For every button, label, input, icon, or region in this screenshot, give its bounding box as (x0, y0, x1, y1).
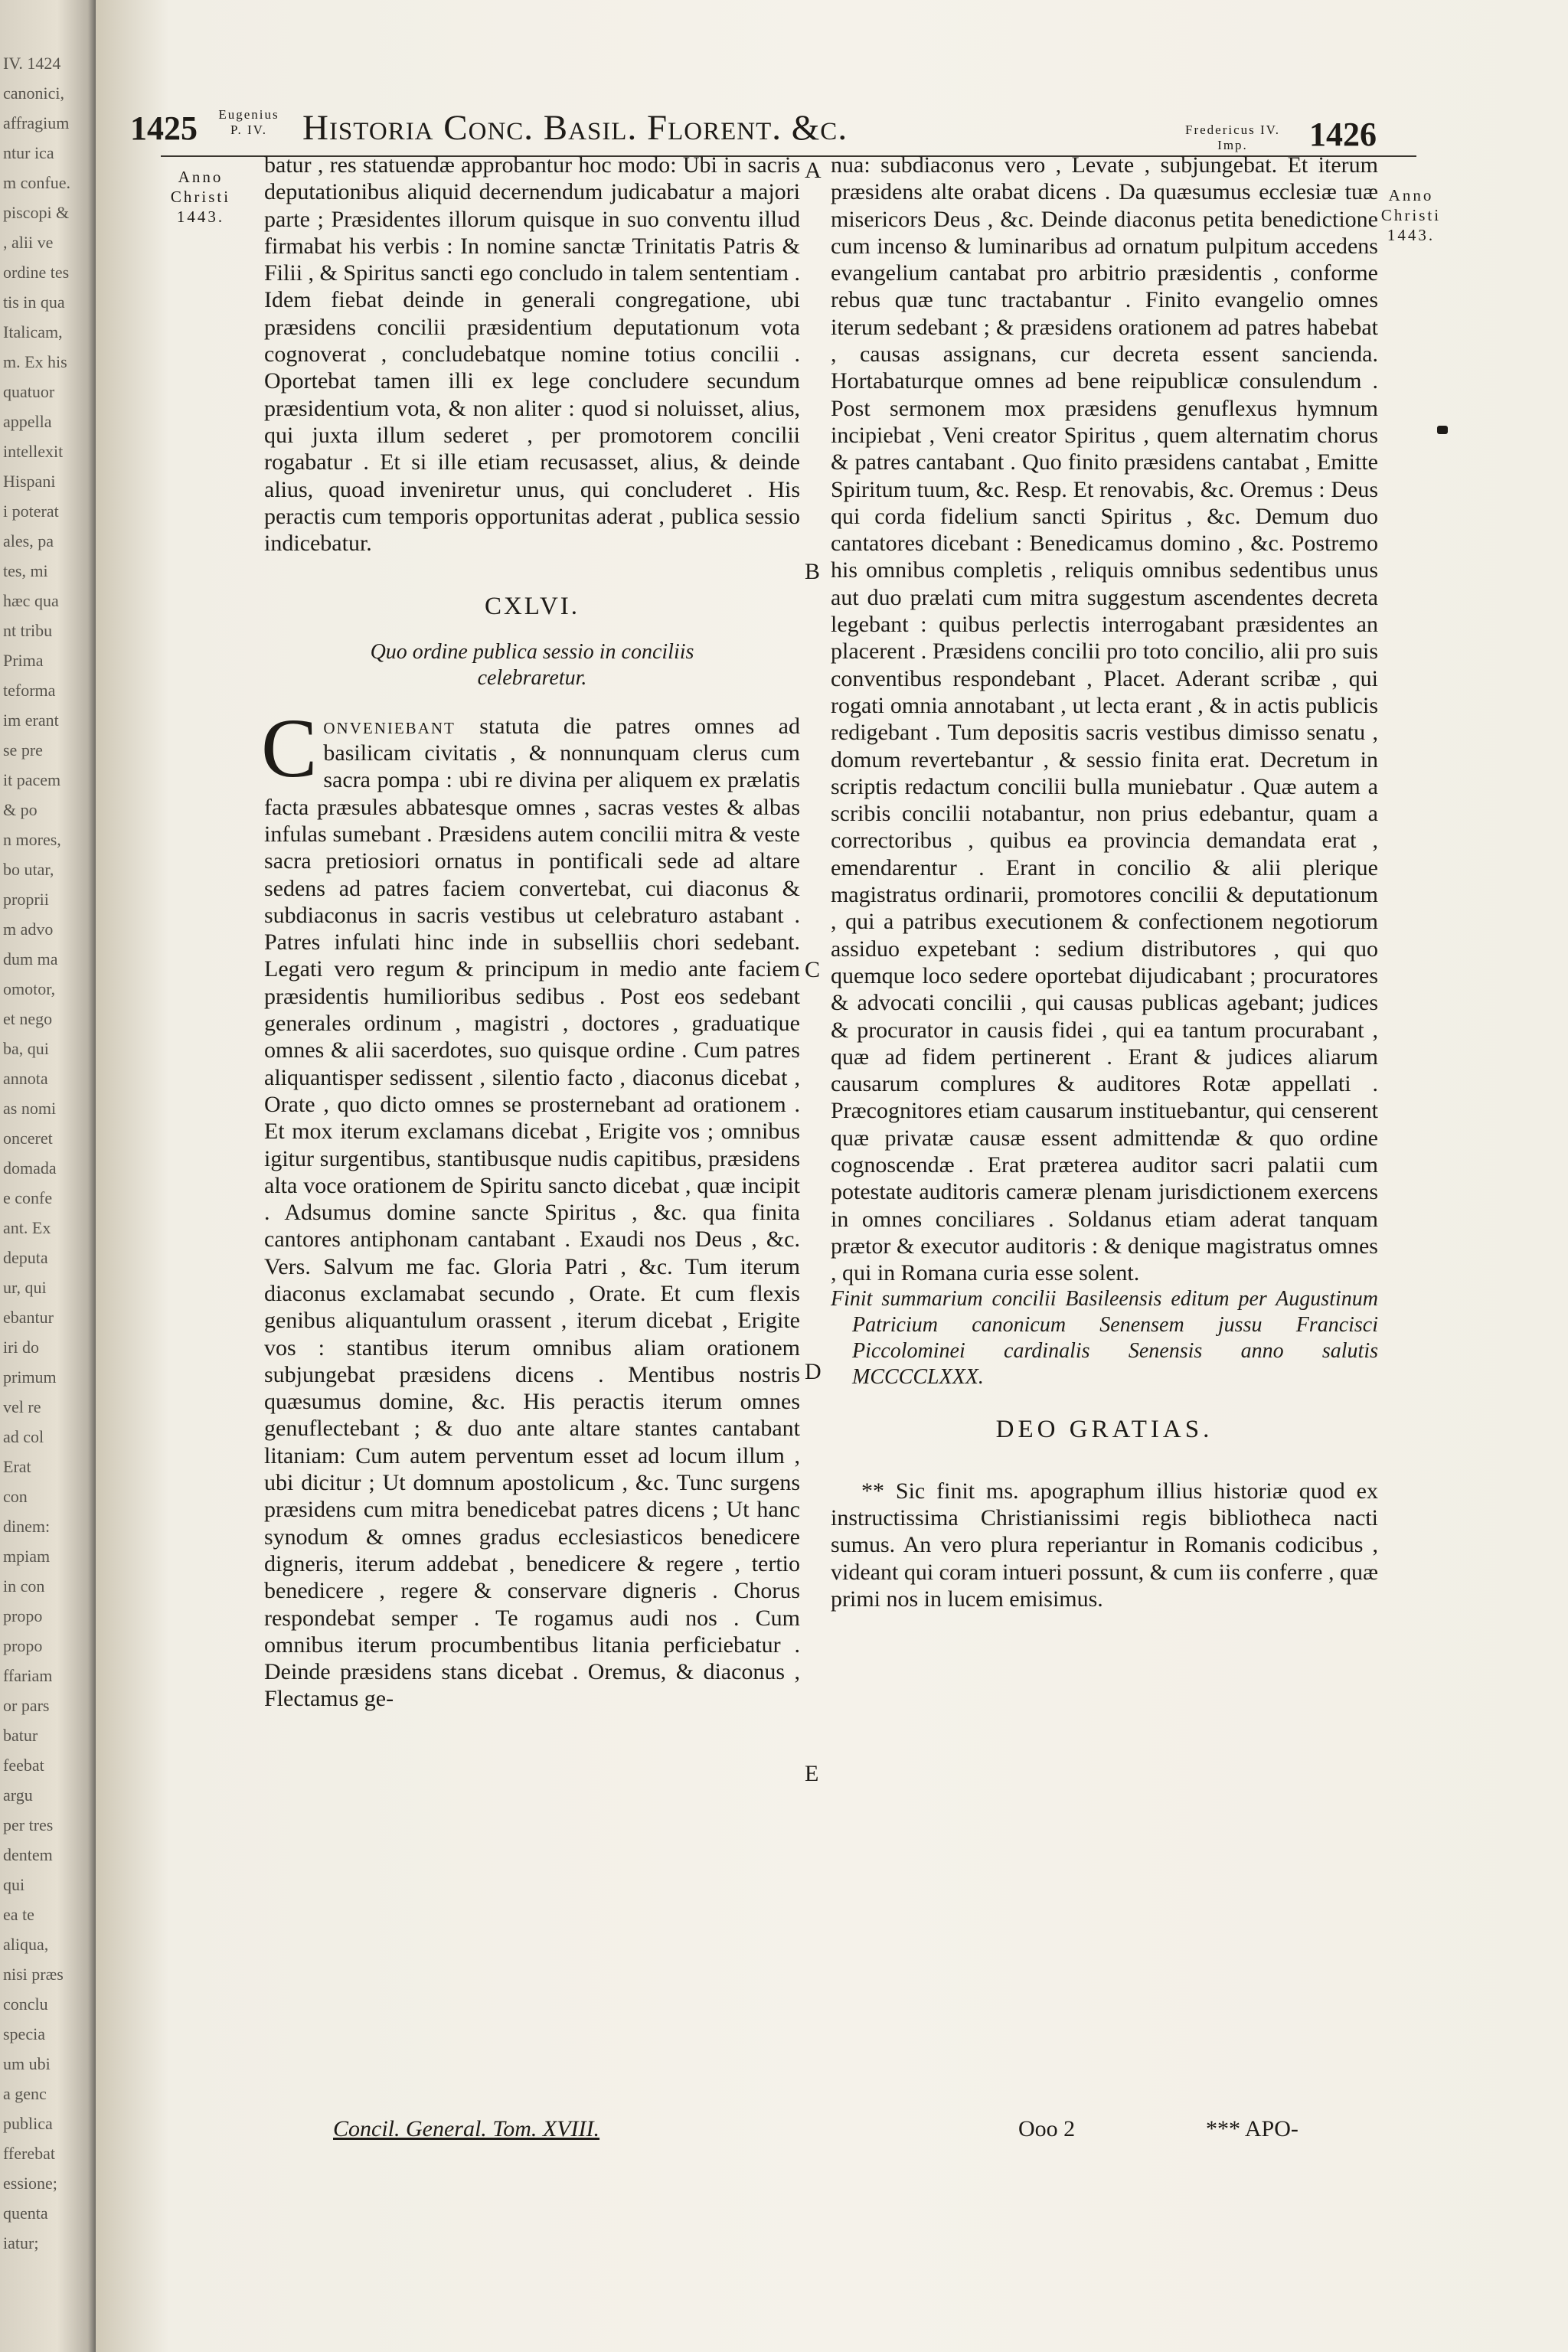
facing-page-fragment: piscopi & (3, 203, 70, 222)
facing-page-fragment: um ubi (3, 2054, 51, 2073)
facing-page-fragment: iatur; (3, 2233, 39, 2252)
editor-note: ** Sic finit ms. apographum illius historiæ quod ex instructissima Christianissimi regis bibliotheca nacti sumus. An vero plura reperiantur in Romanis codicibus , videant qui coram intueri possunt, & cum iis conferre , quæ primi nos in lucem emisimus. (831, 1478, 1378, 1612)
footer-volume (333, 2116, 599, 2142)
facing-page-fragment: iri do (3, 1338, 40, 1357)
facing-page-fragment: annota (3, 1069, 48, 1088)
header-pope-number: P. IV. (230, 122, 268, 137)
margin-left-year: 1443. (176, 207, 225, 226)
footer-catchword: *** APO- (1206, 2116, 1298, 2141)
facing-page-fragment: IV. 1424 (3, 54, 61, 73)
facing-page-fragment: proprii (3, 890, 49, 909)
facing-page-fragment: ales, pa (3, 531, 54, 550)
section-marker-e: E (805, 1761, 819, 1786)
facing-page-fragment: nt tribu (3, 621, 53, 640)
footer-volume-text: Concil. General. Tom. XVIII. (333, 2116, 600, 2141)
margin-year-left (158, 167, 243, 227)
facing-page-fragment: tis in qua (3, 292, 65, 312)
facing-page-fragment: domada (3, 1158, 57, 1178)
facing-page-fragment: , alii ve (3, 233, 54, 252)
facing-page-fragment: ntur ica (3, 143, 54, 162)
footer-signature: Ooo 2 (1018, 2116, 1076, 2141)
right-body-paragraph: nua: subdiaconus vero , Levate , subjungebat. Et iterum præsidens alte orabat dicens . Da quæsumus ecclesiæ tuæ misericors Deus , &c. Deinde diaconus petita benedictione cum incenso & luminaribus ad ornatum pulpitum accedens evangelium cantabat pro arbitrio præsidentis , conforme rebus quæ tunc tractabantur . Finito evangelio omnes iterum sedebant ; & præsidens orationem ad patres habebat , causas assignans, cur decreta essent sancienda. Hortabaturque omnes ad bene reipublicæ consulendum . Post sermonem mox præsidens genuflexus hymnum incipiebat , Veni creator Spiritus , quem alternatim chorus & patres cantabant . Quo finito præsidens cantabat , Emitte Spiritum tuum, &c. Resp. Et renovabis, &c. Oremus : Deus qui corda fidelium sancti Spiritus , &c. Demum duo cantatores dicebant : Benedicamus domino , &c. Postremo his omnibus completis , reliquis omnibus sedentibus unus aut duo prælati cum mitra suggestum ascendentes decreta legebant : quibus perlectis interrogabant præsidentes an placerent . Præsidens concilii pro toto concilio, alii pro suis conventibus respondebant , Placet. Aderant scribæ , qui rogati omnia annotabant , ut lecta erant , & in actis publicis redigebant . Tum depositis sacris vestibus dimisso senatu , domum revertebantur , & sessio finita erat. Decretum in scriptis redactum concilii bulla muniebatur . Quæ autem a scribis concilii notabantur, non prius edebantur, quam a correctoribus , quibus ea provincia demandata erat , emendarentur . Erant in concilio & alii plerique magistratus ordinarii, promotores concilii & deputationum , qui a patribus executionem & confectionem negotiorum assiduo expetebant : sedium distributores , qui quo quemque loco sedere oportebat dijudicabant ; procuratores & advocati concilii , qui causas publicas agebant; judices & procurator in causis fidei , qui ea tantum procurabant , quæ ad fidem pertinerent . Erant & judices aliarum causarum complures & auditores Rotæ appellati . Præcognitores etiam causarum instituebantur, qui censerent quæ privatæ causæ essent admittendæ & quo ordine cognoscendæ . Erat præterea auditor sacri palatii cum potestate auditoris cameræ plenam jurisdictionem exercens in omnes conciliares . Soldanus etiam aderat tanquam prætor & executor auditoris : & denique magistratus omnes , qui in Romana curia esse solent. (831, 152, 1378, 1286)
facing-page-fragment: deputa (3, 1248, 48, 1267)
section-title-line2: celebraretur. (477, 665, 587, 690)
facing-page-fragment: ba, qui (3, 1039, 49, 1058)
facing-page-fragment: Hispani (3, 472, 56, 491)
facing-page-fragment: nisi præs (3, 1965, 64, 1984)
running-title: Historia Conc. Basil. Florent. &c. (302, 108, 848, 148)
facing-page-fragment: primum (3, 1367, 57, 1387)
section-marker-c: C (805, 957, 821, 982)
section-marker-d: D (805, 1359, 822, 1384)
facing-page-fragment: Prima (3, 651, 44, 670)
facing-page-fragment: im erant (3, 710, 59, 730)
facing-page-fragment: batur (3, 1726, 38, 1745)
facing-page-fragment: mpiam (3, 1547, 51, 1566)
facing-page-fragment: con (3, 1487, 28, 1506)
facing-page-fragment: canonici, (3, 83, 65, 103)
facing-page-fragment: intellexit (3, 442, 64, 461)
margin-left-anno: Anno (178, 168, 224, 186)
section-title (264, 639, 800, 691)
facing-page-fragment: fferebat (3, 2144, 55, 2163)
facing-page-fragment: in con (3, 1576, 45, 1596)
facing-page-fragment: qui (3, 1875, 25, 1894)
margin-bullet-mark (1437, 426, 1448, 434)
header-pope (211, 107, 287, 138)
header-page-right: 1426 (1309, 116, 1377, 153)
facing-page-fragment: specia (3, 2024, 45, 2043)
facing-page-fragment: essione; (3, 2174, 57, 2193)
facing-page-fragment: n mores, (3, 830, 61, 849)
facing-page-fragment: vel re (3, 1397, 41, 1416)
facing-page-fragment: quenta (3, 2203, 48, 2223)
facing-page-fragment: ad col (3, 1427, 44, 1446)
facing-page-fragment: publica (3, 2114, 53, 2133)
facing-page-fragment: or pars (3, 1696, 50, 1715)
book-page (96, 0, 1568, 2352)
facing-page-fragment: tes, mi (3, 561, 48, 580)
facing-page-fragment: m. Ex his (3, 352, 67, 371)
facing-page-fragment: quatuor (3, 382, 55, 401)
facing-page-fragment: dinem: (3, 1517, 51, 1536)
facing-page-fragment: as nomi (3, 1099, 57, 1118)
facing-page-fragment: hæc qua (3, 591, 59, 610)
margin-year-right (1365, 185, 1457, 245)
facing-page-fragment: it pacem (3, 770, 61, 789)
facing-page-fragment: propo (3, 1636, 43, 1655)
facing-page-fragment: aliqua, (3, 1935, 49, 1954)
facing-page-fragment: argu (3, 1785, 33, 1805)
facing-page-fragment: ea te (3, 1905, 34, 1924)
facing-page-fragment: onceret (3, 1129, 53, 1148)
facing-page-fragment: ant. Ex (3, 1218, 51, 1237)
margin-left-christi: Christi (170, 188, 231, 206)
facing-page-fragment: a genc (3, 2084, 47, 2103)
right-column (831, 152, 1378, 1612)
deo-gratias: DEO GRATIAS. (995, 1416, 1214, 1444)
facing-page-fragment: affragium (3, 113, 70, 132)
section-body-paragraph (261, 701, 800, 1713)
section-number: CXLVI. (484, 593, 580, 621)
facing-page-fragment: ebantur (3, 1308, 54, 1327)
facing-page-fragment: ffariam (3, 1666, 53, 1685)
facing-page-fragment: et nego (3, 1009, 53, 1028)
opening-small-caps: onveniebant (323, 713, 456, 739)
facing-page-fragment: teforma (3, 681, 56, 700)
margin-right-anno: Anno (1388, 186, 1434, 204)
facing-page-fragment: conclu (3, 1994, 48, 2014)
facing-page-fragment: i poterat (3, 501, 59, 521)
facing-page-fragment: e confe (3, 1188, 53, 1207)
facing-page-edge (0, 0, 96, 2352)
facing-page-fragment: se pre (3, 740, 43, 760)
facing-page-fragment: per tres (3, 1815, 54, 1834)
facing-page-fragment: ur, qui (3, 1278, 47, 1297)
facing-page-fragment: appella (3, 412, 52, 431)
facing-page-fragment: Italicam, (3, 322, 63, 341)
drop-cap: C (261, 701, 318, 795)
header-emperor-name: Fredericus IV. (1185, 122, 1280, 137)
facing-page-fragment: & po (3, 800, 38, 819)
section-title-line1: Quo ordine publica sessio in conciliis (370, 639, 694, 664)
facing-page-fragment: dum ma (3, 949, 58, 969)
header-emperor-title: Imp. (1217, 138, 1248, 152)
header-emperor (1168, 122, 1298, 153)
facing-page-fragment: m confue. (3, 173, 70, 192)
facing-page-fragment: bo utar, (3, 860, 54, 879)
facing-page-fragment: Erat (3, 1457, 31, 1476)
facing-page-fragment: m advo (3, 920, 54, 939)
header-pope-name: Eugenius (218, 107, 279, 122)
left-column (261, 152, 800, 1713)
facing-page-fragment: omotor, (3, 979, 56, 998)
facing-page-fragment: dentem (3, 1845, 53, 1864)
margin-right-christi: Christi (1380, 206, 1442, 224)
left-intro-paragraph: batur , res statuendæ approbantur hoc modo: Ubi in sacris deputationibus aliquid decernendum judicabatur a majori parte ; Præsidentes illorum quisque in suo conventu illud firmabat his verbis : In nomine sanctæ Trinitatis Patris & Filii , & Spiritus sancti ego concludo in talem sententiam . Idem fiebat deinde in generali congregatione, ubi præsidens concilii præsidentium deputationum vota cognoverat , concludebatque nomine totius concilii . Oportebat tamen illi ex lege concludere secundum præsidentium vota, & non aliter : quod si noluisset, alius, qui juxta illum sederet , per promotorem concilii rogabatur . Et si ille etiam recusasset, alius, & deinde alius, quoad inveniretur unus, qui concluderet . His peractis cum temporis opportunitas aderat , publica sessio indicebatur. (264, 152, 800, 557)
facing-page-fragment: feebat (3, 1756, 44, 1775)
section-body-text: statuta die patres omnes ad basilicam civitatis , & nonnunquam clerus cum sacra pompa : ubi re divina per aliquem ex prælatis facta præsules abbatesque omnes , sacras vestes & albas infulas sumebant . Præsidens autem concilii mitra & veste sacra pretiosiori ornatus in pontificali sede ad altare sedens ad patres faciem convertebat, cui diaconus & subdiaconus in sacris vestibus ut celebraturo astabant . Patres infulati hinc inde in subselliis chori sedebant. Legati vero regum & principum in medio ante faciem præsidentis humilioribus sedibus . Post eos sedebant generales ordinum , magistri , doctores , graduatique omnes & alii sacerdotes, suo quisque ordine . Cum patres aliquantisper sedissent , silentio facto , diaconus dicebat , Orate , quo dicto omnes se prosternebant ad orationem . Et mox iterum exclamans dicebat , Erigite vos ; omnibus igitur surgentibus, stantibusque nudis capitibus, præsidens alta voce orationem de Spiritu sancto dicebat , quæ incipit . Adsumus domine sancte Spiritus , &c. qua finita cantores antiphonam cantabant . Exaudi nos Deus , &c. Vers. Salvum me fac. Gloria Patri , &c. Tum iterum diaconus exclamabat secundo , Orate. Et cum flexis genibus aliquantulum orassent , iterum dicebat , Erigite vos : stantibus iterum omnibus aliam orationem subjungebat præsidens dicens . Mentibus nostris quæsumus domine, &c. His peractis iterum omnes genuflectebant ; & duo ante altare stantes cantabant litaniam: Cum autem perventum esset ad locum illum , ubi dicitur ; Ut domnum apostolicum , &c. Tunc surgens præsidens cum mitra benedicebat patres dicens ; Ut hanc synodum & omnes gradus ecclesiasticos benedicere digneris, iterum addebat , benedicere & regere , tertio benedicere , regere & conservare digneris . Chorus respondebat semper . Te rogamus audi nos . Cum omnibus iterum procumbentibus litania perficiebatur . Deinde præsidens stans dicebat . Oremus, & diaconus , Flectamus ge- (264, 713, 800, 1712)
facing-page-fragment: propo (3, 1606, 43, 1625)
header-page-left: 1425 (130, 109, 198, 147)
section-marker-b: B (805, 559, 821, 584)
section-marker-a: A (805, 158, 822, 183)
facing-page-fragment: ordine tes (3, 263, 70, 282)
margin-right-year: 1443. (1387, 226, 1436, 244)
colophon-finis: Finit summarium concilii Basileensis editum per Augustinum Patricium canonicum Senensem jussu Francisci Piccolominei cardinalis Senensis anno salutis MCCCCLXXX. (831, 1287, 1378, 1390)
